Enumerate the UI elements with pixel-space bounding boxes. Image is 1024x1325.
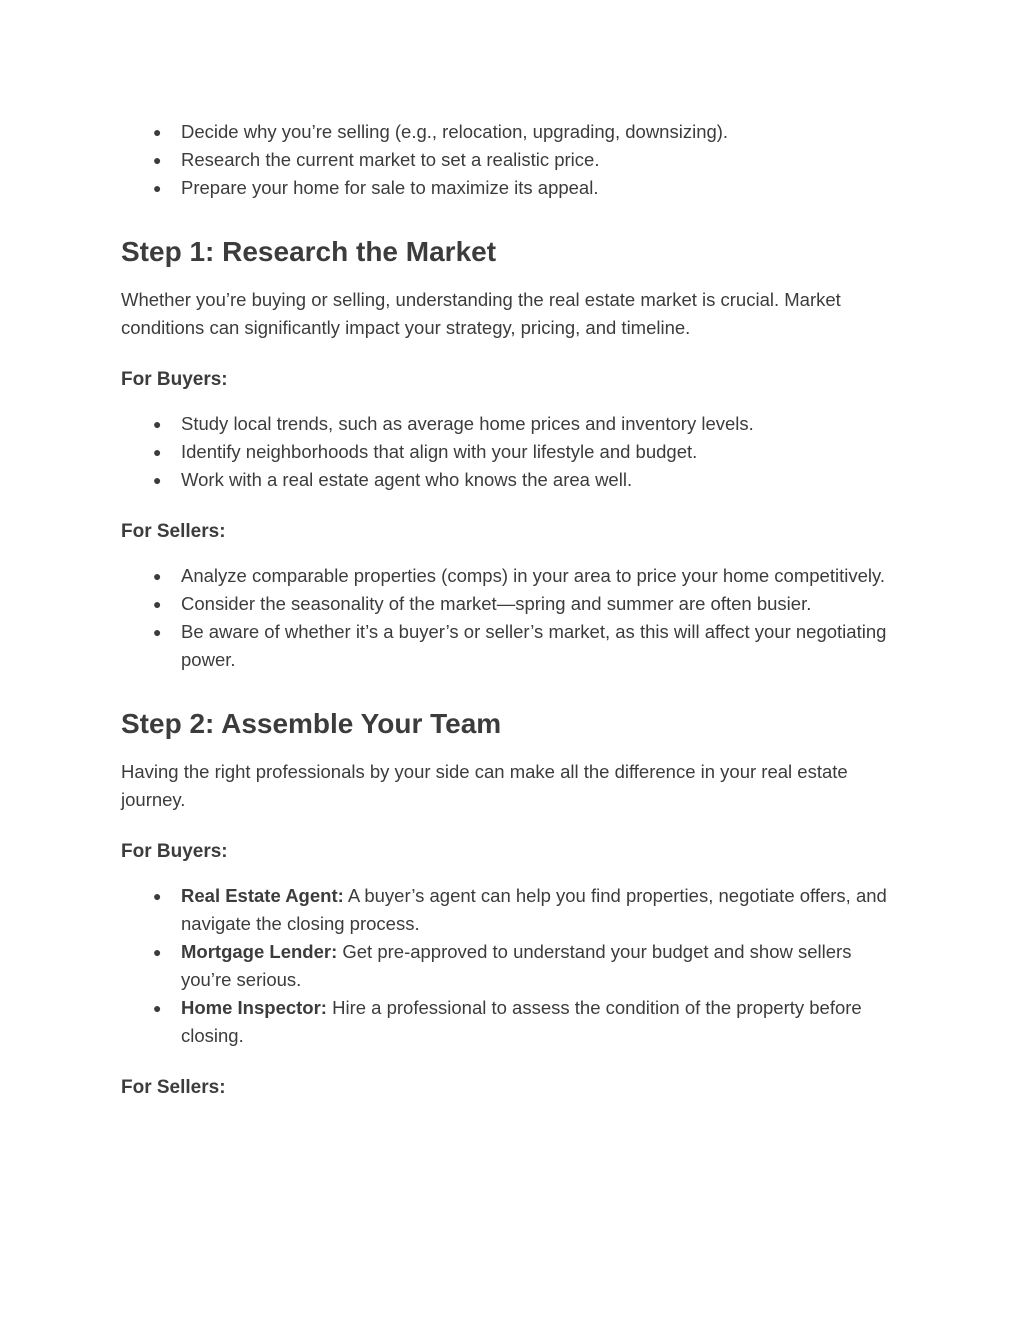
step2-sellers-heading: For Sellers: xyxy=(121,1077,226,1098)
step1-heading: Step 1: Research the Market xyxy=(121,236,497,267)
bullet-icon: ● xyxy=(153,416,162,432)
step2-buyers-list xyxy=(121,882,906,1050)
bullet-icon: ● xyxy=(153,180,162,196)
list-item: ● Consider the seasonality of the market—spring and summer are often busier. xyxy=(181,590,906,618)
step1-sellers-heading: For Sellers: xyxy=(121,521,226,542)
list-item: ● Research the current market to set a realistic price. xyxy=(181,146,906,174)
step1-paragraph: Whether you’re buying or selling, understanding the real estate market is crucial. Market conditions can significantly impact your strategy, pricing, and timeline. xyxy=(121,289,841,338)
step2-buyers-heading: For Buyers: xyxy=(121,841,228,862)
list-item-term: Mortgage Lender: xyxy=(181,941,338,962)
bullet-icon: ● xyxy=(153,568,162,584)
list-item: ● Mortgage Lender: Get pre-approved to understand your budget and show sellers you’re serious. xyxy=(181,938,906,994)
list-item: ● Be aware of whether it’s a buyer’s or seller’s market, as this will affect your negotiating power. xyxy=(181,618,906,674)
document-content xyxy=(121,118,906,1102)
list-item-term: Home Inspector: xyxy=(181,997,327,1018)
bullet-icon: ● xyxy=(153,944,162,960)
step2-paragraph: Having the right professionals by your side can make all the difference in your real estate journey. xyxy=(121,761,848,810)
intro-list xyxy=(121,118,906,202)
step1-buyers-list xyxy=(121,410,906,494)
list-item-term: Real Estate Agent: xyxy=(181,885,344,906)
bullet-icon: ● xyxy=(153,444,162,460)
step1-buyers-heading: For Buyers: xyxy=(121,369,228,390)
list-item: ● Study local trends, such as average home prices and inventory levels. xyxy=(181,410,906,438)
bullet-icon: ● xyxy=(153,152,162,168)
list-item: ● Prepare your home for sale to maximize its appeal. xyxy=(181,174,906,202)
list-item: ● Analyze comparable properties (comps) in your area to price your home competitively. xyxy=(181,562,906,590)
bullet-icon: ● xyxy=(153,1000,162,1016)
list-item: ● Decide why you’re selling (e.g., relocation, upgrading, downsizing). xyxy=(181,118,906,146)
list-item: ● Identify neighborhoods that align with your lifestyle and budget. xyxy=(181,438,906,466)
bullet-icon: ● xyxy=(153,124,162,140)
bullet-icon: ● xyxy=(153,888,162,904)
list-item: ● Work with a real estate agent who knows the area well. xyxy=(181,466,906,494)
bullet-icon: ● xyxy=(153,596,162,612)
bullet-icon: ● xyxy=(153,472,162,488)
step1-sellers-list xyxy=(121,562,906,674)
list-item: ● Real Estate Agent: A buyer’s agent can help you find properties, negotiate offers, and navigate the closing process. xyxy=(181,882,906,938)
step2-heading: Step 2: Assemble Your Team xyxy=(121,708,502,739)
bullet-icon: ● xyxy=(153,624,162,640)
list-item: ● Home Inspector: Hire a professional to assess the condition of the property before closing. xyxy=(181,994,906,1050)
